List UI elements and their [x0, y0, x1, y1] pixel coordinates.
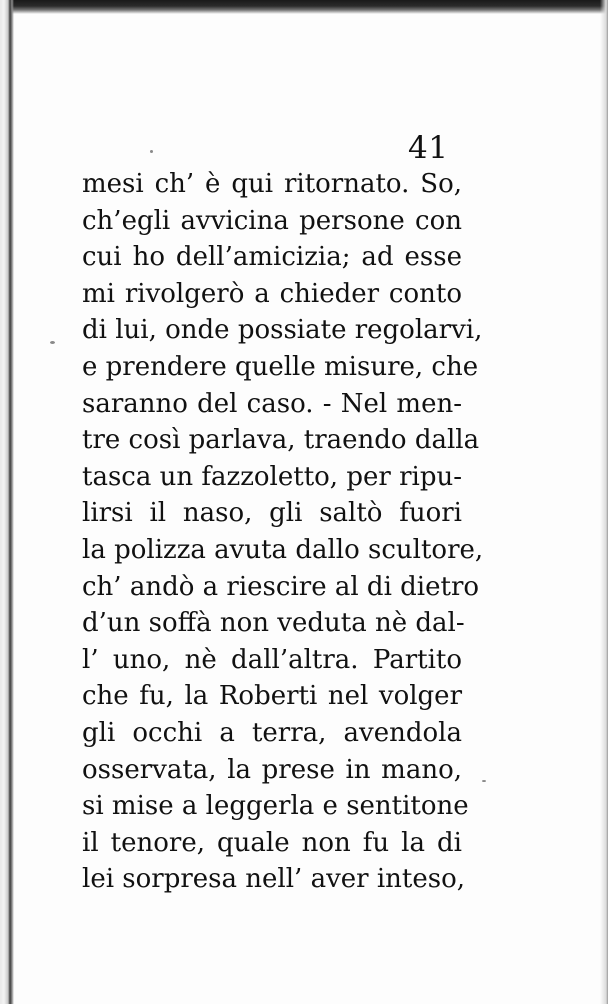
text-line: tasca un fazzoletto, per ripu-	[82, 461, 462, 492]
text-line: mi rivolgerò a chieder conto	[82, 278, 462, 309]
paper-speck	[150, 150, 153, 153]
text-line: saranno del caso. - Nel men-	[82, 388, 462, 419]
scan-right-edge	[600, 0, 608, 1004]
text-line: cui ho dell’amicizia; ad esse	[82, 242, 462, 273]
text-line: che fu, la Roberti nel volger	[82, 681, 462, 712]
text-line: ch’egli avvicina persone con	[82, 205, 462, 236]
text-line: si mise a leggerla e sentitone	[82, 791, 469, 822]
text-line: lei sorpresa nell’ aver inteso,	[82, 864, 465, 895]
text-line: lirsi il naso, gli saltò fuori	[82, 498, 462, 529]
text-line: d’un soffà non veduta nè dal-	[82, 608, 465, 639]
text-line: di lui, onde possiate regolarvi,	[82, 315, 483, 346]
paper-speck	[482, 780, 486, 782]
scan-left-edge	[0, 0, 14, 1004]
text-line: ch’ andò a riescire al di dietro	[82, 571, 480, 602]
text-line: osservata, la prese in mano,	[82, 754, 462, 785]
text-line: la polizza avuta dallo scultore,	[82, 534, 484, 565]
text-line: l’ uno, nè dall’altra. Partito	[82, 644, 462, 675]
paper-speck	[50, 341, 55, 344]
page-number: 41	[408, 130, 449, 166]
scan-top-edge	[0, 0, 608, 14]
text-line: e prendere quelle misure, che	[82, 351, 479, 382]
text-line: il tenore, quale non fu la di	[82, 827, 462, 858]
body-text	[82, 166, 484, 898]
text-line: tre così parlava, traendo dalla	[82, 425, 480, 456]
text-line: gli occhi a terra, avendola	[82, 717, 462, 748]
text-line: mesi ch’ è qui ritornato. So,	[82, 169, 462, 199]
